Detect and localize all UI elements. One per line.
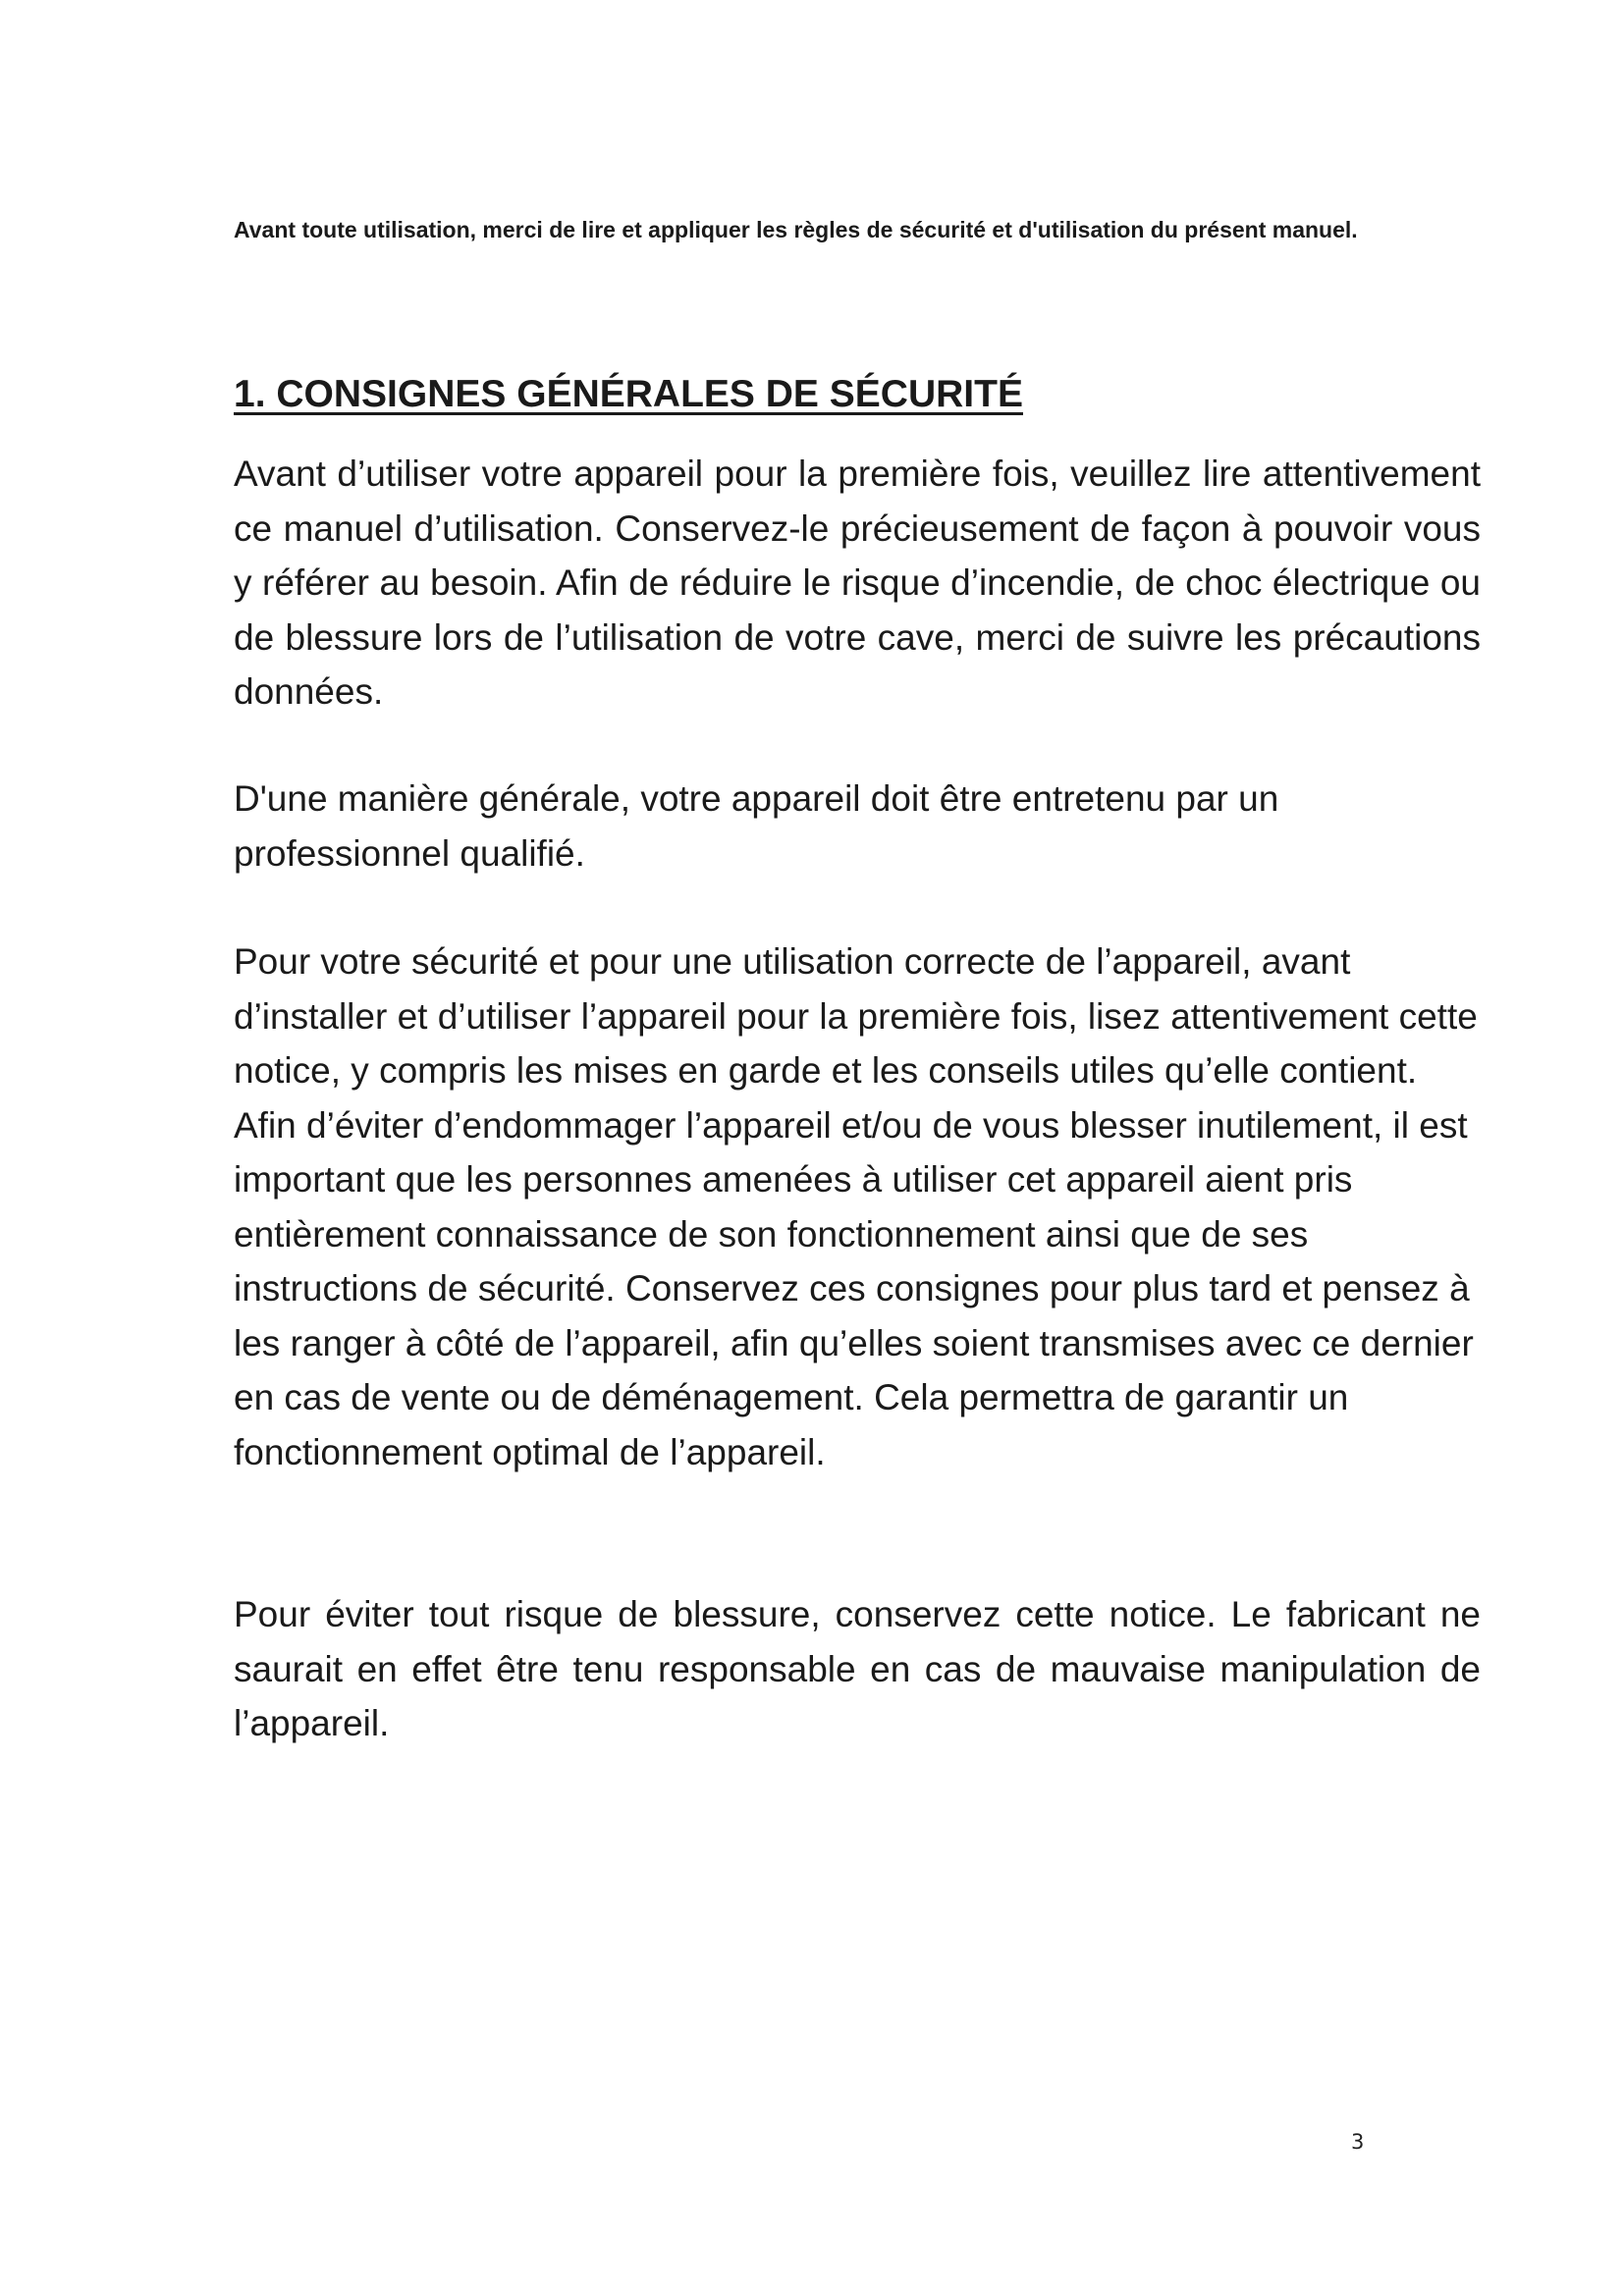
- page-number: 3: [1351, 2130, 1365, 2154]
- section-title: 1. CONSIGNES GÉNÉRALES DE SÉCURITÉ: [234, 373, 1023, 415]
- paragraph-safety-usage: Pour votre sécurité et pour une utilisation correcte de l’appareil, avant d’installer et d’utiliser l’appareil pour la première fois, lisez attentivement cette notice, y compris les mises en garde et les conseils utiles qu’elle contient. Afin d’éviter d’endommager l’appareil et/ou de vous blesser inutilement, il est important que les personnes amenées à utiliser cet appareil aient pris entièrement connaissance de son fonctionnement ainsi que de ses instructions de sécurité. Conservez ces consignes pour plus tard et pensez à les ranger à côté de l’appareil, afin qu’elles soient transmises avec ce dernier en cas de vente ou de déménagement. Cela permettra de garantir un fonctionnement optimal de l’appareil.: [234, 941, 1478, 1472]
- paragraph-maintenance: D'une manière générale, votre appareil doit être entretenu par un professionnel qualifié.: [234, 778, 1279, 874]
- paragraph-intro: Avant d’utiliser votre appareil pour la première fois, veuillez lire attentivement ce manuel d’utilisation. Conservez-le précieusement de façon à pouvoir vous y référer au besoin. Afin de réduire le risque d’incendie, de choc électrique ou de blessure lors de l’utilisation de votre cave, merci de suivre les précautions données.: [234, 454, 1481, 712]
- preface-note: Avant toute utilisation, merci de lire et appliquer les règles de sécurité et d'utilisation du présent manuel.: [234, 217, 1358, 242]
- paragraph-liability: Pour éviter tout risque de blessure, conservez cette notice. Le fabricant ne saurait en effet être tenu responsable en cas de mauvaise manipulation de l’appareil.: [234, 1594, 1481, 1743]
